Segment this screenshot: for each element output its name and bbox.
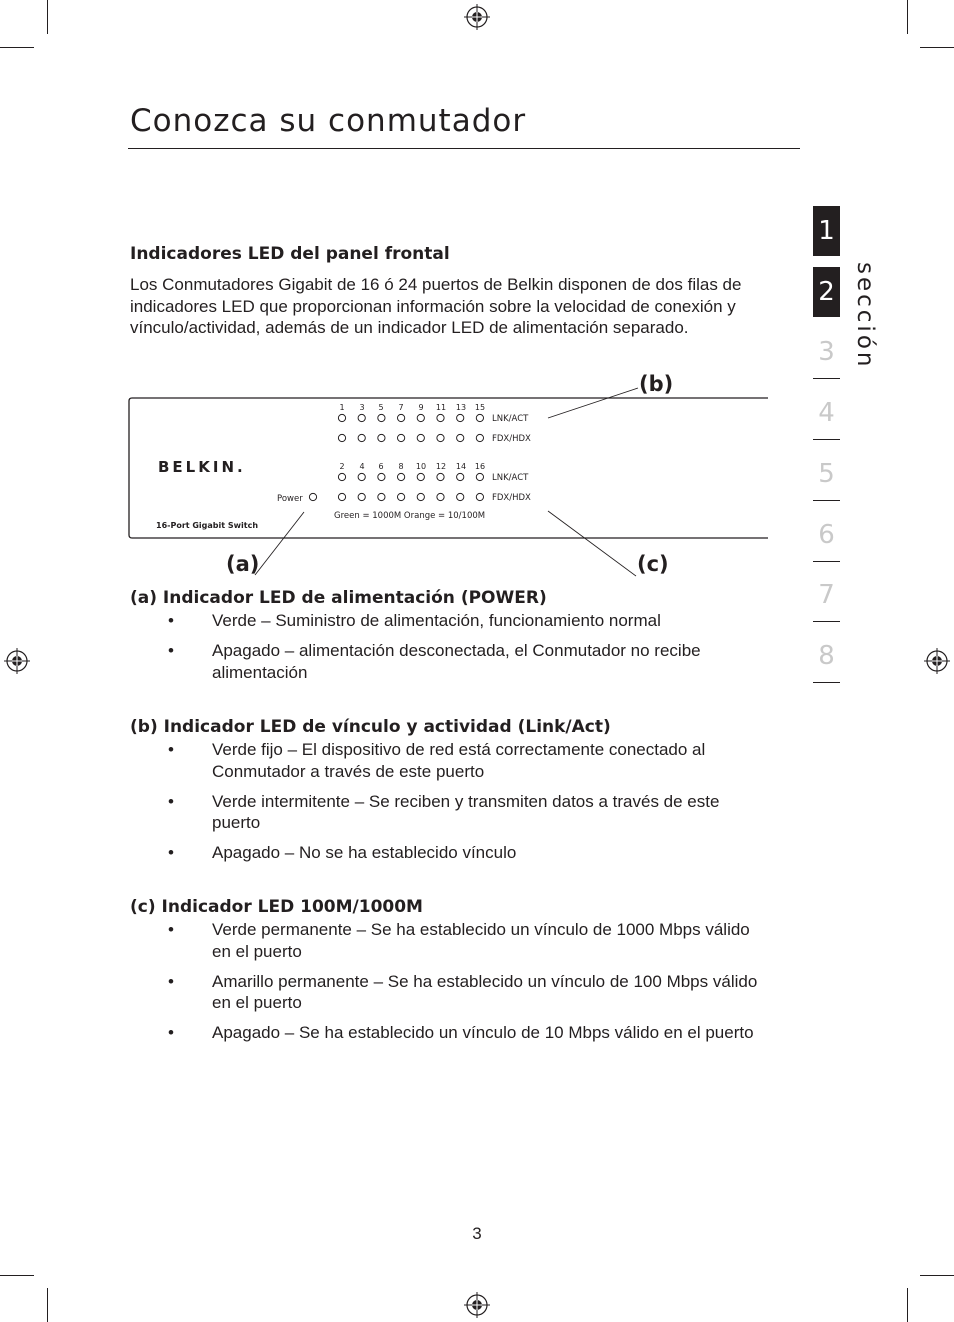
power-label: Power — [277, 494, 303, 504]
section-tab-7: 7 — [813, 570, 840, 620]
list-item: • Verde fijo – El dispositivo de red está correctamente conectado al Conmutador a través de este puerto — [168, 740, 706, 781]
section-tab-4: 4 — [813, 388, 840, 438]
registration-mark-icon — [924, 648, 950, 674]
port-number: 12 — [435, 462, 447, 471]
section-tab-3: 3 — [813, 327, 840, 377]
port-led — [358, 414, 365, 421]
port-led — [338, 473, 345, 480]
port-led — [398, 414, 405, 421]
row-label-fdx-hdx: FDX/HDX — [492, 434, 531, 444]
port-led — [338, 493, 345, 500]
port-led — [417, 414, 424, 421]
list-item: • Verde permanente – Se ha establecido un vínculo de 1000 Mbps válido en el puerto — [168, 920, 750, 961]
port-number: 11 — [435, 403, 447, 412]
crop-mark — [0, 47, 34, 48]
power-led — [309, 493, 316, 500]
port-number: 5 — [378, 403, 384, 412]
port-number: 8 — [398, 462, 404, 471]
row-label-lnk-act: LNK/ACT — [492, 414, 529, 424]
port-led — [457, 473, 464, 480]
front-panel-diagram — [128, 380, 768, 580]
port-led — [476, 414, 483, 421]
registration-mark-icon — [464, 4, 490, 30]
list-item: • Verde – Suministro de alimentación, funcionamiento normal — [168, 611, 661, 630]
callout-label-c: (c) — [637, 552, 669, 576]
callout-line-b — [548, 388, 638, 418]
section-c-list — [130, 919, 770, 1052]
section-tab-2: 2 — [813, 267, 840, 317]
intro-paragraph: Los Conmutadores Gigabit de 16 ó 24 puertos de Belkin disponen de dos filas de indicadores LED que proporcionan información sobre la velocidad de conexión y vínculo/actividad, además de un indicador LED de alimentación separado. — [130, 275, 742, 337]
port-number: 9 — [418, 403, 424, 412]
section-tab-8: 8 — [813, 631, 840, 681]
port-led — [338, 434, 345, 441]
port-number: 13 — [455, 403, 467, 412]
port-number: 3 — [359, 403, 365, 412]
port-led — [398, 473, 405, 480]
list-item: • Verde intermitente – Se reciben y transmiten datos a través de este puerto — [168, 791, 720, 832]
port-led — [338, 414, 345, 421]
port-led — [457, 434, 464, 441]
port-led — [417, 493, 424, 500]
row-label-fdx-hdx: FDX/HDX — [492, 493, 531, 503]
callout-line-c — [548, 511, 636, 576]
port-number: 15 — [474, 403, 486, 412]
port-led — [358, 434, 365, 441]
title-divider — [128, 148, 800, 149]
page-number: 3 — [472, 1224, 482, 1243]
crop-mark — [920, 47, 954, 48]
callout-label-a: (a) — [226, 552, 260, 576]
port-led — [417, 434, 424, 441]
list-item: • Apagado – No se ha establecido vínculo — [168, 843, 517, 862]
section-tab-1: 1 — [813, 206, 840, 256]
port-led — [358, 493, 365, 500]
row-label-lnk-act: LNK/ACT — [492, 473, 529, 483]
port-number: 6 — [378, 462, 384, 471]
port-led — [457, 414, 464, 421]
port-led — [476, 473, 483, 480]
brand-logo: BELKIN. — [158, 458, 246, 476]
port-led — [398, 493, 405, 500]
section-tab-5: 5 — [813, 449, 840, 499]
port-number: 7 — [398, 403, 404, 412]
port-number: 14 — [455, 462, 467, 471]
port-led — [437, 434, 444, 441]
registration-mark-icon — [4, 648, 30, 674]
port-led — [476, 434, 483, 441]
port-led — [437, 493, 444, 500]
port-led — [378, 473, 385, 480]
section-b-heading: (b) Indicador LED de vínculo y actividad (Link/Act) — [130, 717, 611, 737]
section-a-list — [130, 610, 770, 692]
callout-label-b: (b) — [639, 372, 674, 396]
list-item: • Amarillo permanente – Se ha establecido un vínculo de 100 Mbps válido en el puerto — [168, 971, 758, 1012]
port-led — [437, 473, 444, 480]
port-number: 10 — [415, 462, 427, 471]
speed-legend: Green = 1000M Orange = 10/100M — [334, 511, 486, 521]
port-led — [417, 473, 424, 480]
section-a-heading: (a) Indicador LED de alimentación (POWER) — [130, 588, 547, 608]
section-c-heading: (c) Indicador LED 100M/1000M — [130, 897, 423, 917]
list-item: • Apagado – Se ha establecido un vínculo de 10 Mbps válido en el puerto — [168, 1023, 754, 1042]
list-item: • Apagado – alimentación desconectada, el Conmutador no recibe alimentación — [168, 641, 701, 682]
section-tab-6: 6 — [813, 510, 840, 560]
crop-mark — [920, 1275, 954, 1276]
crop-mark — [907, 1288, 908, 1322]
model-label: 16-Port Gigabit Switch — [156, 521, 259, 530]
port-led — [437, 414, 444, 421]
crop-mark — [0, 1275, 34, 1276]
port-led — [358, 473, 365, 480]
section-b-list — [130, 739, 770, 872]
intro-heading: Indicadores LED del panel frontal — [130, 244, 450, 264]
crop-mark — [47, 0, 48, 34]
port-number: 16 — [474, 462, 486, 471]
port-led — [378, 414, 385, 421]
section-label: sección — [852, 262, 878, 370]
crop-mark — [47, 1288, 48, 1322]
port-led — [476, 493, 483, 500]
callout-line-a — [255, 512, 304, 575]
port-led — [398, 434, 405, 441]
port-led — [457, 493, 464, 500]
port-number: 1 — [339, 403, 345, 412]
page-title: Conozca su conmutador — [130, 103, 527, 139]
port-led — [378, 434, 385, 441]
port-led — [378, 493, 385, 500]
registration-mark-icon — [464, 1292, 490, 1318]
crop-mark — [907, 0, 908, 34]
port-number: 2 — [339, 462, 345, 471]
port-number: 4 — [359, 462, 365, 471]
